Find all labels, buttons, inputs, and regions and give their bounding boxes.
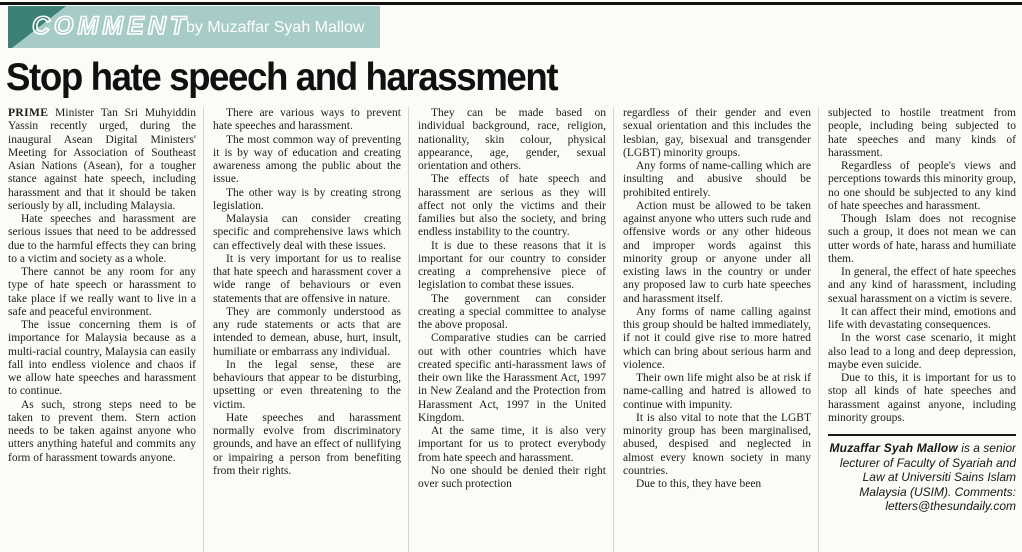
article-column-4 xyxy=(613,107,811,552)
paragraph: The issue concerning them is of importance for Malaysia because as a multi-racial country, Malaysia can easily fall into endless violence and chaos if we allow hate speeches and harassment to continue. xyxy=(8,319,196,398)
paragraph-list xyxy=(828,160,1016,425)
paragraph: Any forms of name calling against this group should be halted immediately, if not it could give rise to more hatred which can bring about serious harm and violence. xyxy=(623,305,811,371)
author-name: Muzaffar Syah Mallow xyxy=(829,441,958,455)
paragraph: Comparative studies can be carried out with other countries which have created specific anti-harassment laws of their own like the Harassment Act, 1997 in New Zealand and the Protection from Harassment Act, 1997 in the United Kingdom. xyxy=(418,332,606,424)
paragraph: It is also vital to note that the LGBT minority group has been marginalised, abused, despised and neglected in almost every known society in many countries. xyxy=(623,411,811,477)
paragraph: Action must be allowed to be taken against anyone who utters such rude and offensive words or any other hideous and improper words against this minority group or anyone under all existing laws in the country or under any proposed law to curb hate speeches and harassment itself. xyxy=(623,199,811,305)
paragraph: In general, the effect of hate speeches and any kind of harassment, including sexual harassment on a victim is severe. xyxy=(828,266,1016,305)
paragraph-list xyxy=(418,107,606,491)
paragraph: Though Islam does not recognise such a group, it does not mean we can utter words of hate, harass and humiliate them. xyxy=(828,213,1016,265)
headline: Stop hate speech and harassment xyxy=(6,56,558,99)
paragraph: It is due to these reasons that it is important for our country to consider creating a comprehensive piece of legislation to combat these issues. xyxy=(418,239,606,292)
author-signature xyxy=(828,434,1016,514)
author-bio-text: is a senior lecturer of Faculty of Syariah and Law at Universiti Sains Islam Malaysia (USIM). Comments: letters@thesundaily.com xyxy=(839,441,1016,513)
paragraph: In the worst case scenario, it might also lead to a long and deep depression, maybe even suicide. xyxy=(828,332,1016,371)
paragraph: In the legal sense, these are behaviours that appear to be disturbing, upsetting or even threatening to the victim. xyxy=(213,358,401,411)
continuation-paragraph: regardless of their gender and even sexual orientation and this includes the lesbian, gay, bisexual and transgender (LGBT) minority groups. xyxy=(623,107,811,159)
paragraph: Regardless of people's views and perceptions towards this minority group, no one should be subjected to any kind of hate speeches and harassment. xyxy=(828,160,1016,212)
paragraph: Due to this, it is important for us to stop all kinds of hate speeches and harassment against anyone, including minority groups. xyxy=(828,372,1016,424)
paragraph: The effects of hate speech and harassment are serious as they will affect not only the victims and their families but also the society, and bring endless instability to the country. xyxy=(418,173,606,239)
paragraph: Due to this, they have been xyxy=(636,478,762,490)
paragraph: No one should be denied their right over such protection xyxy=(418,464,606,490)
article-column-5 xyxy=(818,107,1016,552)
paragraph: There cannot be any room for any type of hate speech or harassment to take place if we really want to live in a safe and peaceful environment. xyxy=(8,266,196,318)
continuation-paragraph: subjected to hostile treatment from people, including being subjected to hate speeches and many kinds of harassment. xyxy=(828,107,1016,159)
paragraph-list xyxy=(213,107,401,478)
article-column-2 xyxy=(203,107,401,552)
paragraph-list xyxy=(8,213,196,465)
section-label: COMMENT xyxy=(32,12,190,40)
paragraph: At the same time, it is also very important for us to protect everybody from hate speech and harassment. xyxy=(418,425,606,464)
paragraph: The other way is by creating strong legislation. xyxy=(213,186,401,212)
paragraph: They can be made based on individual background, race, religion, nationality, skin colour, physical appearance, age, gender, sexual orientation and others. xyxy=(418,107,606,172)
lead-word: PRIME xyxy=(8,107,49,119)
paragraph: It is very important for us to realise that hate speech and harassment cover a wide range of behaviours or even statements that are offensive in nature. xyxy=(213,252,401,305)
paragraph: Malaysia can consider creating specific and comprehensive laws which can effectively deal with these issues. xyxy=(213,213,401,252)
article-column-3 xyxy=(408,107,606,552)
paragraph: Hate speeches and harassment normally evolve from discriminatory grounds, and have an effect of nullifying or impairing a person from benefiting from their rights. xyxy=(213,411,401,477)
paragraph: As such, strong steps need to be taken to prevent them. Stern action needs to be taken against anyone who utters anything hateful and commits any form of harassment towards anyone. xyxy=(8,398,196,464)
paragraph: Their own life might also be at risk if name-calling and hatred is allowed to continue with impunity. xyxy=(623,372,811,411)
author-bio xyxy=(828,441,1016,514)
article-body xyxy=(8,107,1016,552)
paragraph: Hate speeches and harassment are serious issues that need to be addressed due to the harmful effects they can bring to a victim and society as a whole. xyxy=(8,213,196,265)
article-column-1 xyxy=(8,107,196,552)
paragraph-list xyxy=(623,160,811,491)
lead-paragraph xyxy=(8,107,196,213)
top-rule xyxy=(0,2,1022,5)
byline: by Muzaffar Syah Mallow xyxy=(186,19,365,36)
paragraph: There are various ways to prevent hate speeches and harassment. xyxy=(213,107,401,133)
comment-banner xyxy=(8,6,380,48)
paragraph: Any forms of name-calling which are insulting and abusive should be prohibited entirely. xyxy=(623,160,811,199)
paragraph: They are commonly understood as any rude statements or acts that are intended to demean, abuse, hurt, insult, humiliate or embarrass any individual. xyxy=(213,305,401,358)
paragraph: It can affect their mind, emotions and life with devastating consequences. xyxy=(828,305,1016,331)
paragraph: The most common way of preventing it is by way of education and creating awareness among the public about the issue. xyxy=(213,133,401,186)
paragraph: The government can consider creating a special committee to analyse the above proposal. xyxy=(418,292,606,331)
lead-text: Minister Tan Sri Muhyiddin Yassin recently urged, during the inaugural Asean Digital Ministers' Meeting for Association of Southeast Asian Nations (Asean), for a tougher stance against hate speech, including harassment and that it should be taken seriously by all, including Malaysia. xyxy=(8,107,196,212)
